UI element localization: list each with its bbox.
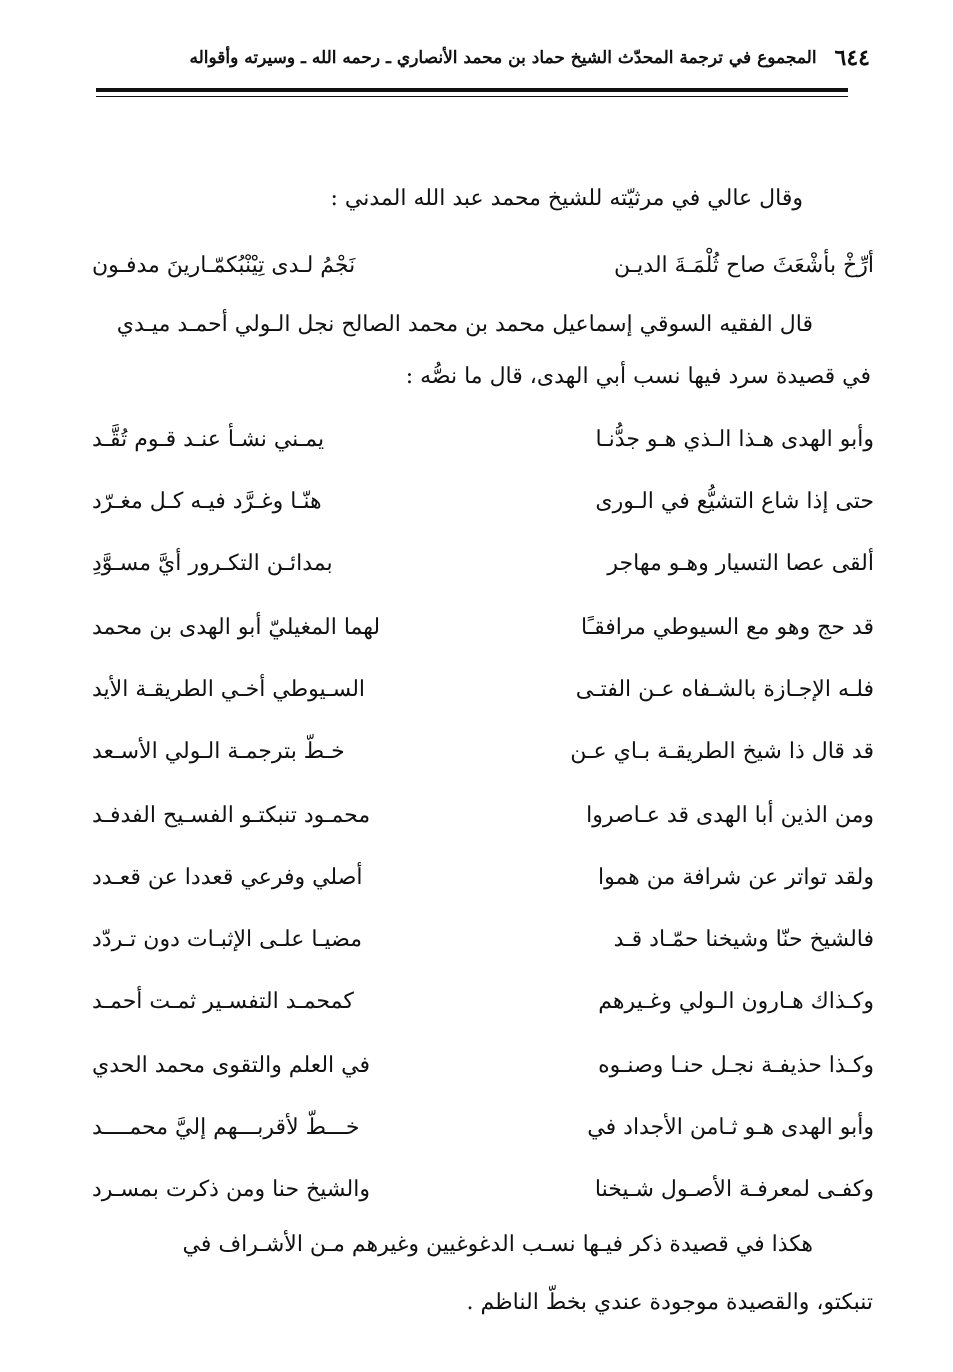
- running-header: [150, 38, 870, 78]
- poem-verse: [92, 544, 874, 584]
- verse-second-hemistich: نَجْمُ لـدى تِيْنْبُكمّـارينَ مدفـون: [92, 253, 356, 278]
- verse-second-hemistich: هنّـا وغـرَّد فيـه كـل مغـرّد: [92, 489, 322, 514]
- verse-first-hemistich: أرِّخْ بأشْعَثَ صاح ثُلْمَـةَ الديـن: [613, 253, 874, 278]
- poem-verse: [92, 920, 874, 960]
- verse-first-hemistich: وكفـى لمعرفـة الأصـول شـيخنا: [594, 1177, 874, 1202]
- verse-first-hemistich: وكـذا حذيفـة نجـل حنـا وصنـوه: [598, 1053, 874, 1078]
- intro-paragraph-2-line-1: قال الفقيه السوقي إسماعيل محمد بن محمد الصالح نجل الـولي أحمـد ميـدي: [116, 312, 813, 337]
- closing-paragraph-line-2: تنبكتو، والقصيدة موجودة عندي بخطّ الناظم .: [466, 1290, 873, 1315]
- lament-verse: [92, 246, 874, 286]
- verse-second-hemistich: مضيـا علـى الإثبـات دون تـردّد: [92, 927, 362, 952]
- verse-second-hemistich: السـيوطي أخـي الطريقـة الأيد: [92, 677, 366, 702]
- poem-verse: [92, 982, 874, 1022]
- poem-verse: [92, 1108, 874, 1148]
- verse-second-hemistich: بمدائـن التكـرور أيَّ مسـوَّدِ: [92, 551, 333, 576]
- verse-second-hemistich: يمـني نشـأ عنـد قـوم تُقَّـد: [92, 427, 325, 452]
- verse-first-hemistich: ألقى عصا التسيار وهـو مهاجر: [607, 551, 874, 576]
- verse-first-hemistich: فلـه الإجـازة بالشـفاه عـن الفتـى: [575, 677, 874, 702]
- verse-first-hemistich: وكـذاك هـارون الـولي وغـيرهم: [598, 989, 874, 1014]
- verse-first-hemistich: وأبو الهدى هـذا الـذي هـو جدُّنـا: [595, 427, 874, 452]
- header-rule-thick: [96, 88, 848, 92]
- verse-first-hemistich: قد قال ذا شيخ الطريقـة بـاي عـن: [570, 739, 874, 764]
- poem-verse: [92, 482, 874, 522]
- intro-paragraph-1: وقال عالي في مرثيّته للشيخ محمد عبد الله المدني :: [330, 186, 803, 211]
- poem-verse: [92, 732, 874, 772]
- poem-verse: [92, 1046, 874, 1086]
- verse-second-hemistich: محمـود تنبكتـو الفسـيح الفدفـد: [92, 803, 371, 828]
- poem-verse: [92, 670, 874, 710]
- verse-first-hemistich: ولقد تواتر عن شرافة من هموا: [597, 865, 874, 890]
- verse-second-hemistich: خـــطّ لأقربـــهم إليَّ محمــــد: [92, 1115, 360, 1140]
- closing-paragraph-line-1: هكذا في قصيدة ذكر فيـها نسـب الدغوغيين وغيرهم مـن الأشـراف في: [182, 1232, 813, 1257]
- verse-first-hemistich: فالشيخ حنّا وشيخنا حمّـاد قـد: [613, 927, 874, 952]
- page-number: ٦٤٤: [834, 45, 870, 71]
- poem-verse: [92, 858, 874, 898]
- verse-first-hemistich: حتى إذا شاع التشيُّع في الـورى: [595, 489, 874, 514]
- verse-second-hemistich: كمحمـد التفسـير ثمـت أحمـد: [92, 989, 354, 1014]
- verse-first-hemistich: قد حج وهو مع السيوطي مرافقـًا: [580, 615, 874, 640]
- running-header-title: المجموع في ترجمة المحدّث الشيخ حماد بن محمد الأنصاري ـ رحمه الله ـ وسيرته وأقواله: [189, 48, 817, 68]
- verse-second-hemistich: أصلي وفرعي قعددا عن قعـدد: [92, 865, 363, 890]
- verse-second-hemistich: والشيخ حنا ومن ذكرت بمسـرد: [92, 1177, 370, 1202]
- poem-verse: [92, 420, 874, 460]
- poem-verse: [92, 1170, 874, 1210]
- verse-first-hemistich: وأبو الهدى هـو ثـامن الأجداد في: [587, 1115, 874, 1140]
- verse-first-hemistich: ومن الذين أبا الهدى قد عـاصروا: [586, 803, 874, 828]
- header-rule-thin: [96, 96, 848, 97]
- poem-verse: [92, 608, 874, 648]
- intro-paragraph-2-line-2: في قصيدة سرد فيها نسب أبي الهدى، قال ما نصُّه :: [405, 364, 871, 389]
- verse-second-hemistich: لهما المغيليّ أبو الهدى بن محمد: [92, 615, 381, 640]
- poem-verse: [92, 796, 874, 836]
- verse-second-hemistich: خـطّ بترجمـة الـولي الأسـعد: [92, 739, 345, 764]
- verse-second-hemistich: في العلم والتقوى محمد الحدي: [92, 1053, 371, 1078]
